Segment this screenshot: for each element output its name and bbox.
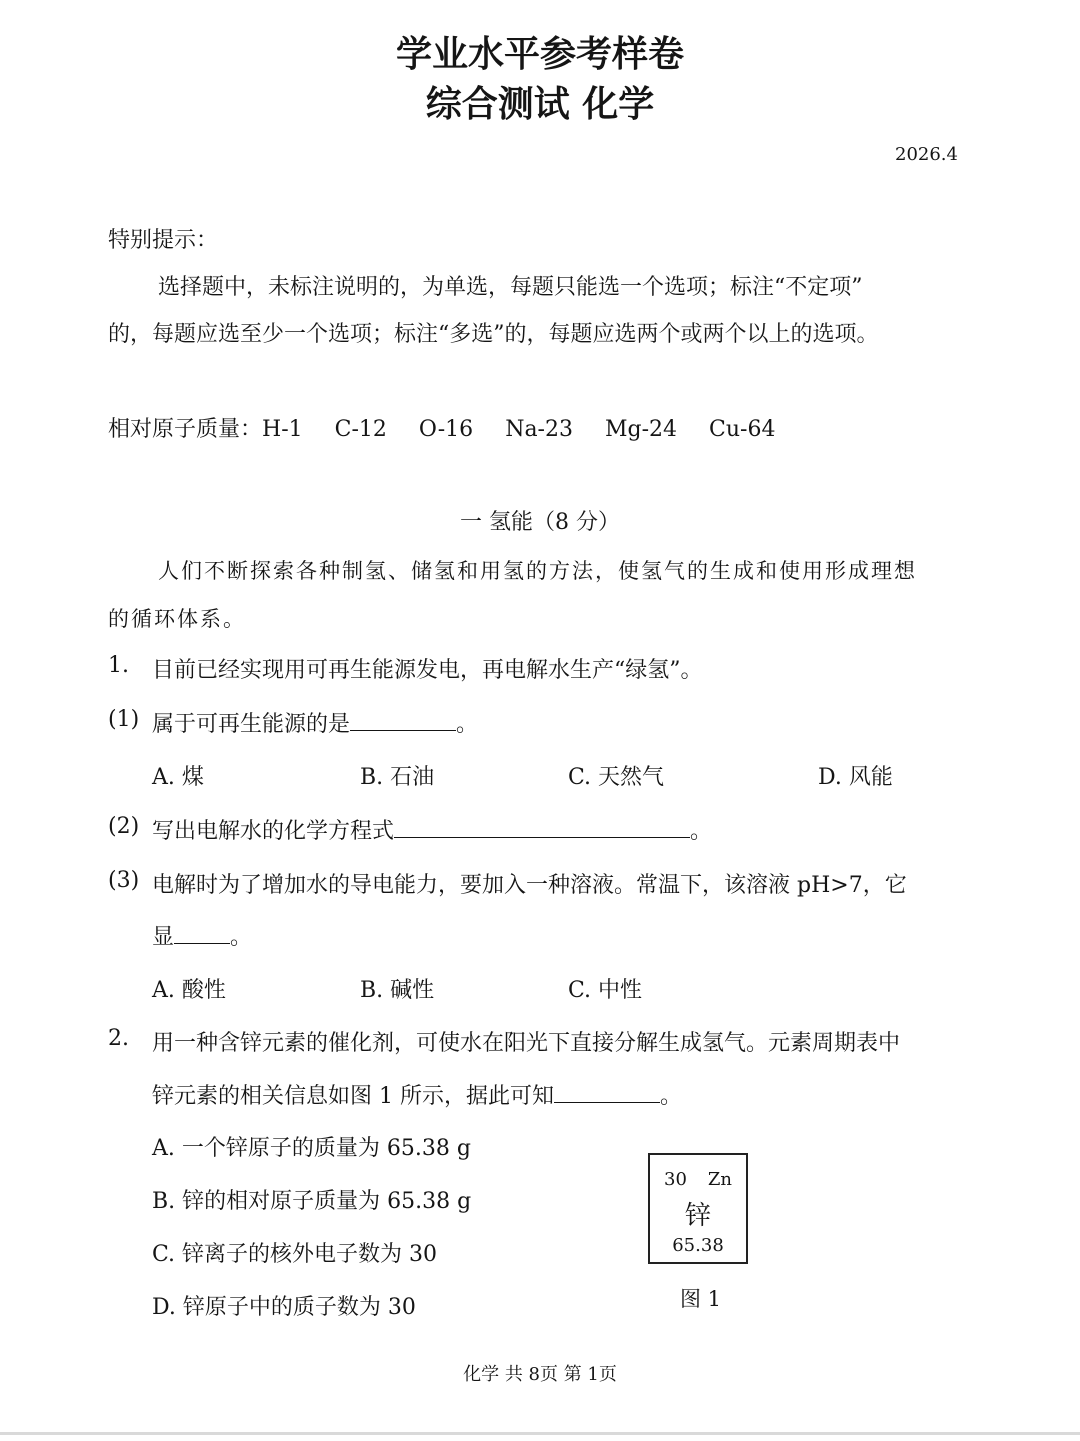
q2-line-1: 用一种含锌元素的催化剂，可使水在阳光下直接分解生成氢气。元素周期表中 [152, 1031, 901, 1056]
q1-sub1-text: 属于可再生能源的是 [152, 712, 351, 737]
answer-blank[interactable] [174, 921, 230, 944]
answer-blank[interactable] [554, 1080, 660, 1103]
page-footer: 化学 共 8页 第 1页 [463, 1364, 617, 1385]
q1-sub2-end: 。 [690, 819, 713, 844]
q1-sub3-number: (3) [108, 868, 140, 893]
q1-sub1-question [152, 707, 478, 738]
atomic-mass-item: O-16 [418, 417, 474, 442]
q1-sub1-option-c: C. 天然气 [568, 765, 665, 790]
element-atomic-number: 30 [664, 1169, 687, 1190]
exam-date: 2026.4 [895, 144, 958, 165]
atomic-mass-item: Na-23 [505, 417, 573, 442]
element-mass: 65.38 [672, 1235, 724, 1256]
answer-blank[interactable] [350, 708, 456, 731]
element-name: 锌 [684, 1201, 711, 1231]
notice-line-2: 的，每题应选至少一个选项；标注“多选”的，每题应选两个或两个以上的选项。 [108, 322, 879, 347]
q2-line-2 [152, 1079, 682, 1110]
notice-heading: 特别提示： [108, 228, 219, 253]
q1-sub3-option-b: B. 碱性 [360, 978, 435, 1003]
q1-sub2-number: (2) [108, 814, 140, 839]
q1-sub3-end: 。 [230, 925, 253, 950]
atomic-mass-line [108, 412, 775, 443]
exam-subtitle: 综合测试 化学 [425, 84, 655, 125]
section-title: 一 氢能（8 分） [460, 510, 620, 535]
section-intro-line-1: 人们不断探索各种制氢、储氢和用氢的方法，使氢气的生成和使用形成理想 [158, 559, 917, 583]
q1-sub2-question [152, 814, 712, 845]
q1-sub1-end: 。 [456, 712, 479, 737]
q2-option-c: C. 锌离子的核外电子数为 30 [152, 1242, 438, 1267]
atomic-mass-item: Mg-24 [604, 417, 678, 442]
atomic-mass-label: 相对原子质量： [108, 417, 263, 442]
figure-caption: 图 1 [680, 1287, 722, 1311]
q2-end: 。 [660, 1084, 683, 1109]
q1-sub3-option-a: A. 酸性 [152, 978, 226, 1003]
exam-title: 学业水平参考样卷 [395, 34, 684, 75]
q1-sub1-option-d: D. 风能 [818, 765, 893, 790]
q1-sub3-text: 显 [152, 925, 175, 950]
notice-line-1: 选择题中，未标注说明的，为单选，每题只能选一个选项；标注“不定项” [158, 275, 863, 300]
q1-number: 1. [108, 653, 129, 678]
q1-sub1-number: (1) [108, 707, 140, 732]
atomic-mass-item: C-12 [334, 417, 387, 442]
q1-sub3-line-1: 电解时为了增加水的导电能力，要加入一种溶液。常温下，该溶液 pH>7，它 [152, 873, 907, 898]
q1-stem: 目前已经实现用可再生能源发电，再电解水生产“绿氢”。 [152, 658, 703, 683]
q1-sub3-option-c: C. 中性 [568, 978, 643, 1003]
page-bottom-edge [0, 1432, 1080, 1435]
q1-sub2-text: 写出电解水的化学方程式 [152, 819, 395, 844]
q1-sub3-line-2 [152, 920, 252, 951]
q2-option-d: D. 锌原子中的质子数为 30 [152, 1295, 416, 1320]
q1-sub1-option-a: A. 煤 [152, 765, 204, 790]
zinc-element-card [648, 1153, 748, 1264]
element-symbol: Zn [707, 1169, 732, 1190]
answer-blank[interactable] [394, 815, 690, 838]
q2-text: 锌元素的相关信息如图 1 所示，据此可知 [152, 1084, 554, 1109]
atomic-mass-item: Cu-64 [709, 417, 776, 442]
q2-option-b: B. 锌的相对原子质量为 65.38 g [152, 1189, 472, 1214]
q2-number: 2. [108, 1026, 129, 1051]
q1-sub1-option-b: B. 石油 [360, 765, 435, 790]
q2-option-a: A. 一个锌原子的质量为 65.38 g [152, 1136, 471, 1161]
section-intro-line-2: 的循环体系。 [108, 607, 246, 631]
atomic-mass-item: H-1 [262, 417, 303, 442]
